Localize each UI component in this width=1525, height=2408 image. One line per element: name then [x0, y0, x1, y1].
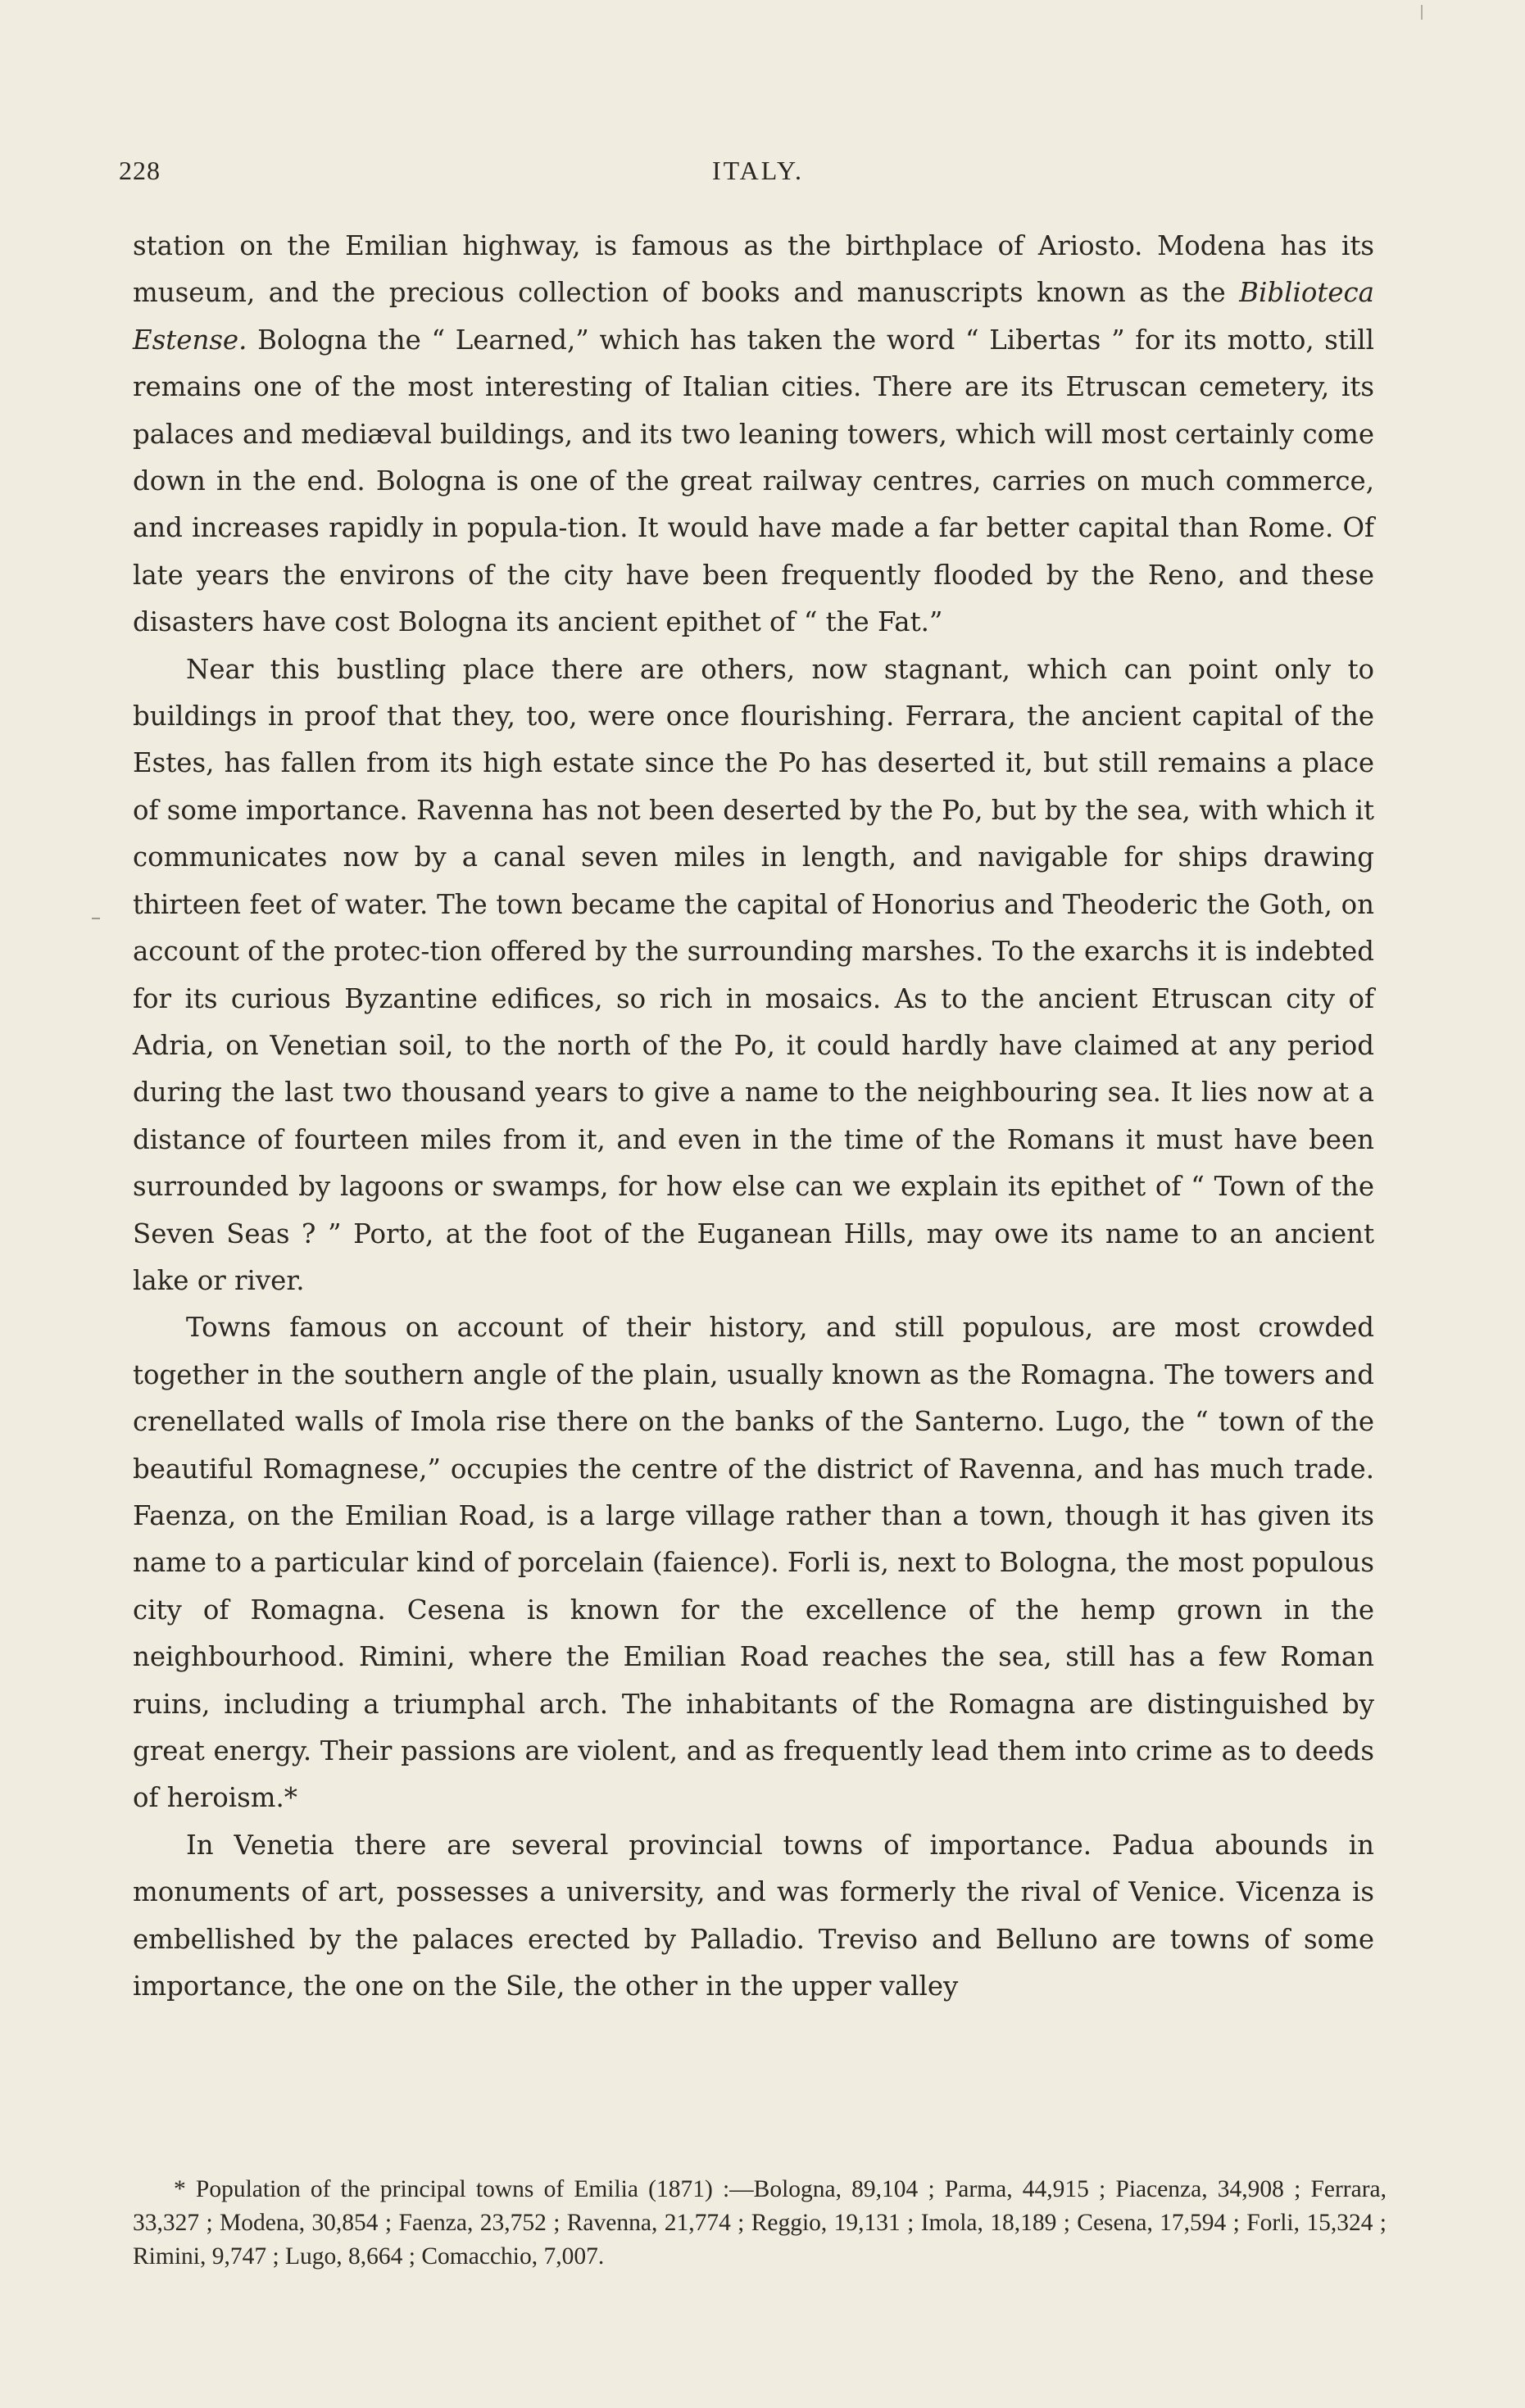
- text-run: Bologna the “ Learned,” which has taken the word “ Libertas ” for its motto, still remains one of the most interesting of Italian cities. There are its Etruscan cemetery, its palaces and mediæval buildings, and its two leaning towers, which will most certainly come down in the end. Bologna is one of the great railway centres, carries on much commerce, and increases rapidly in popula-tion. It would have made a far better capital than Rome. Of late years the environs of the city have been frequently flooded by the Reno, and these disasters have cost Bologna its ancient epithet of “ the Fat.”: [133, 324, 1374, 638]
- paragraph: [133, 646, 1374, 1305]
- paragraph: [133, 1304, 1374, 1821]
- page-number: 228: [119, 156, 161, 185]
- italic-title: Biblioteca Estense.: [133, 277, 1374, 356]
- text-run: In Venetia there are several provincial towns of importance. Padua abounds in monuments of art, possesses a university, and was formerly the rival of Venice. Vicenza is embellished by the palaces erected by Palladio. Treviso and Belluno are towns of some importance, the one on the Sile, the other in the upper valley: [133, 1829, 1374, 2002]
- body-text: [133, 223, 1374, 2010]
- footnote: [133, 2173, 1387, 2274]
- text-run: station on the Emilian highway, is famous as the birthplace of Ariosto. Modena has its museum, and the precious collection of books and manuscripts known as the: [133, 230, 1374, 309]
- running-title: ITALY.: [711, 156, 805, 185]
- margin-mark: [92, 918, 100, 919]
- footnote-text: * Population of the principal towns of Emilia (1871) :—Bologna, 89,104 ; Parma, 44,915 ; Piacenza, 34,908 ; Ferrara, 33,327 ; Modena, 30,854 ; Faenza, 23,752 ; Ravenna, 21,774 ; Reggio, 19,131 ; Imola, 18,189 ; Cesena, 17,594 ; Forli, 15,324 ; Rimini, 9,747 ; Lugo, 8,664 ; Comacchio, 7,007.: [133, 2176, 1387, 2270]
- text-run: Towns famous on account of their history, and still populous, are most crowded together in the southern angle of the plain, usually known as the Romagna. The towers and crenellated walls of Imola rise there on the banks of the Santerno. Lugo, the “ town of the beautiful Romagnese,” occupies the centre of the district of Ravenna, and has much trade. Faenza, on the Emilian Road, is a large village rather than a town, though it has given its name to a particular kind of porcelain (faience). Forli is, next to Bologna, the most populous city of Romagna. Cesena is known for the excellence of the hemp grown in the neighbourhood. Rimini, where the Emilian Road reaches the sea, still has a few Roman ruins, including a triumphal arch. The inhabitants of the Romagna are distinguished by great energy. Their passions are violent, and as frequently lead them into crime as to deeds of heroism.*: [133, 1312, 1374, 1814]
- text-run: Near this bustling place there are others, now stagnant, which can point only to buildings in proof that they, too, were once flourishing. Ferrara, the ancient capital of the Estes, has fallen from its high estate since the Po has deserted it, but still remains a place of some importance. Ravenna has not been deserted by the Po, but by the sea, with which it communicates now by a canal seven miles in length, and navigable for ships drawing thirteen feet of water. The town became the capital of Honorius and Theoderic the Goth, on account of the protec-tion offered by the surrounding marshes. To the exarchs it is indebted for its curious Byzantine edifices, so rich in mosaics. As to the ancient Etruscan city of Adria, on Venetian soil, to the north of the Po, it could hardly have claimed at any period during the last two thousand years to give a name to the neighbouring sea. It lies now at a distance of fourteen miles from it, and even in the time of the Romans it must have been surrounded by lagoons or swamps, for how else can we explain its epithet of “ Town of the Seven Seas ? ” Porto, at the foot of the Euganean Hills, may owe its name to an ancient lake or river.: [133, 653, 1374, 1296]
- paragraph: [133, 223, 1374, 646]
- page-header: [119, 156, 1397, 195]
- margin-tick-mark: [1421, 5, 1423, 20]
- paragraph: [133, 1822, 1374, 2011]
